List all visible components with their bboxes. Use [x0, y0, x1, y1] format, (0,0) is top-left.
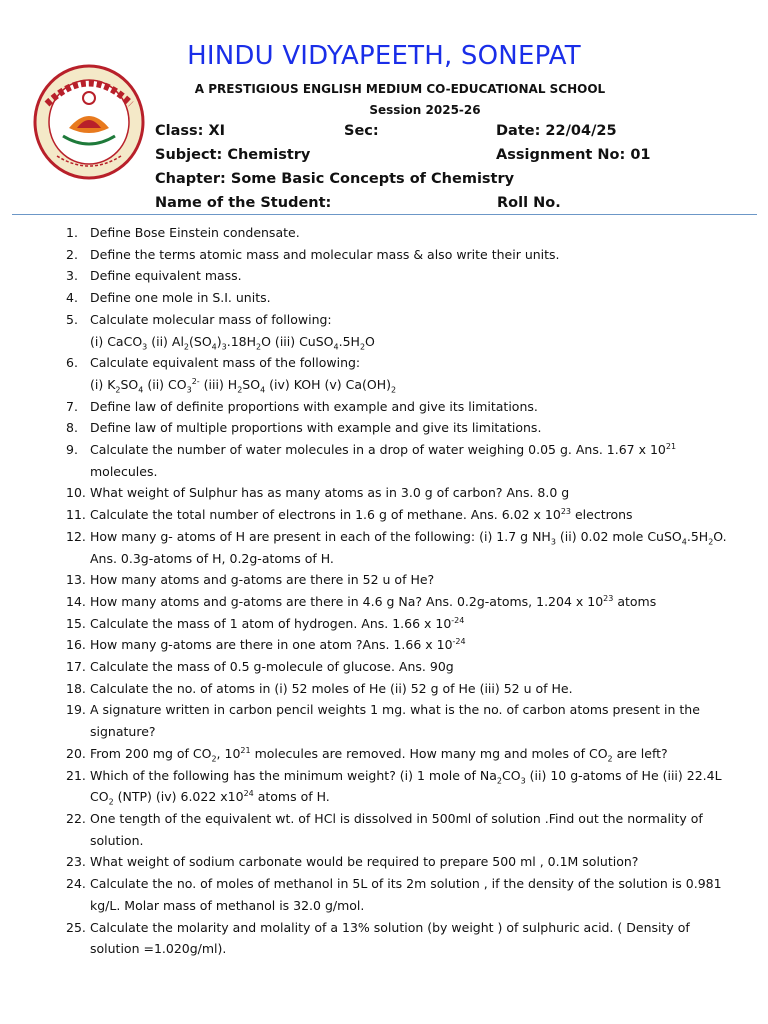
- question-number: 19.: [66, 702, 86, 718]
- question-item: [66, 569, 734, 591]
- question-item: 20. From 200 mg of $CO_2$, $10^{21}$ molecules are removed. How many mg and moles of $CO_2$ are left?: [66, 743, 734, 765]
- question-number: 4.: [66, 290, 78, 306]
- question-text: How many atoms and g-atoms are there in 4.6 g Na? Ans. 0.2g-atoms, 1.204 x 10: [90, 593, 604, 609]
- session-label: Session 2025-26: [369, 103, 481, 117]
- question-item: [66, 808, 734, 851]
- question-number: 13.: [66, 572, 86, 588]
- question-item: [66, 396, 734, 418]
- question-item: 16. How many g-atoms are there in one atom ?Ans. 1.66 x $10^{-24}$: [66, 634, 734, 656]
- question-text: Define one mole in S.I. units.: [90, 290, 271, 306]
- question-item: [66, 678, 734, 700]
- formula-line: (i) $K_2SO_4$ (ii) $CO_3^{2-}$ (iii) $H_2SO_4$ (iv) KOH (v) $Ca(OH)_2$: [90, 376, 397, 395]
- formula-line: (i) CaCO$_3$ (ii) $Al_2(SO_4)_3.18H_2O$ (iii) $CuSO_4.5H_2O$: [90, 333, 375, 352]
- assignment-number-label: Assignment No: 01: [496, 147, 651, 163]
- question-text: How many g- atoms of H are present in each of the following: (i) 1.7 g NH: [90, 528, 551, 544]
- question-text: Calculate the no. of moles of methanol in 5L of its 2m solution , if the density of the solution is 0.981 kg/L. Molar mass of methanol is 32.0 g/mol.: [90, 876, 722, 913]
- school-name: HINDU VIDYAPEETH, SONEPAT: [187, 41, 581, 71]
- question-text: Calculate the mass of 0.5 g-molecule of glucose. Ans. 90g: [90, 659, 454, 675]
- question-text: Define equivalent mass.: [90, 268, 242, 284]
- question-item: [66, 656, 734, 678]
- question-list: [66, 222, 734, 960]
- question-item: [66, 222, 734, 244]
- question-number: 12.: [66, 528, 86, 544]
- question-text: Define Bose Einstein condensate.: [90, 225, 300, 240]
- question-number: 2.: [66, 246, 78, 262]
- school-tagline: A PRESTIGIOUS ENGLISH MEDIUM CO-EDUCATIONAL SCHOOL: [194, 82, 606, 96]
- question-text: Define law of multiple proportions with example and give its limitations.: [90, 420, 542, 436]
- question-number: 1.: [66, 225, 78, 240]
- question-item: [66, 851, 734, 873]
- question-number: 6.: [66, 355, 78, 371]
- question-item: [66, 265, 734, 287]
- question-item: [66, 482, 734, 504]
- question-text: Define law of definite proportions with example and give its limitations.: [90, 398, 538, 414]
- question-item: 14. How many atoms and g-atoms are there in 4.6 g Na? Ans. 0.2g-atoms, 1.204 x $10^{23}$ atoms: [66, 591, 734, 613]
- chapter-label: Chapter: Some Basic Concepts of Chemistry: [155, 171, 515, 187]
- question-item: [66, 287, 734, 309]
- question-number: 23.: [66, 854, 86, 870]
- date-label: Date: 22/04/25: [496, 123, 617, 139]
- question-number: 9.: [66, 442, 78, 458]
- question-item: [66, 699, 734, 742]
- question-item: [66, 873, 734, 916]
- question-number: 21.: [66, 767, 86, 783]
- question-number: 3.: [66, 268, 78, 284]
- question-number: 5.: [66, 311, 78, 327]
- student-name-label: Name of the Student:: [155, 195, 332, 211]
- question-item: [66, 417, 734, 439]
- class-label: Class: XI: [155, 123, 226, 139]
- question-text: One tength of the equivalent wt. of HCl is dissolved in 500ml of solution .Find out the normality of solution.: [90, 810, 703, 848]
- question-number: 18.: [66, 680, 86, 696]
- question-text: Define the terms atomic mass and molecular mass & also write their units.: [90, 246, 560, 262]
- question-item: 9. Calculate the number of water molecules in a drop of water weighing 0.05 g. Ans. 1.67 x $10^{21}$ molecules.: [66, 439, 734, 482]
- question-number: 15.: [66, 615, 86, 631]
- question-item: 11. Calculate the total number of electrons in 1.6 g of methane. Ans. 6.02 x $10^{23}$ electrons: [66, 504, 734, 526]
- question-number: 22.: [66, 810, 86, 826]
- question-number: 11.: [66, 507, 86, 523]
- subject-label: Subject: Chemistry: [155, 147, 311, 163]
- question-number: 10.: [66, 485, 86, 501]
- question-item: 15. Calculate the mass of 1 atom of hydrogen. Ans. 1.66 x $10^{-24}$: [66, 613, 734, 635]
- question-number: 17.: [66, 659, 86, 675]
- question-text: Which of the following has the minimum weight? (i) 1 mole of Na: [90, 767, 497, 783]
- question-text: What weight of Sulphur has as many atoms as in 3.0 g of carbon? Ans. 8.0 g: [90, 485, 570, 501]
- question-number: 8.: [66, 420, 78, 436]
- question-item: [66, 917, 734, 960]
- question-text: Calculate the molarity and molality of a 13% solution (by weight ) of sulphuric acid. ( Density of solution =1.020g/ml).: [90, 919, 690, 957]
- roll-number-label: Roll No.: [497, 195, 561, 211]
- question-text: How many g-atoms are there in one atom ?Ans. 1.66 x 10: [90, 637, 453, 653]
- question-text: Calculate molecular mass of following:: [90, 311, 332, 327]
- question-number: 25.: [66, 919, 86, 935]
- question-number: 16.: [66, 637, 86, 653]
- question-number: 14.: [66, 593, 86, 609]
- question-number: 20.: [66, 745, 86, 761]
- question-number: 7.: [66, 398, 78, 414]
- question-text: Calculate the number of water molecules in a drop of water weighing 0.05 g. Ans. 1.67 x 10: [90, 442, 666, 458]
- question-item: [66, 244, 734, 266]
- section-label: Sec:: [344, 123, 379, 139]
- question-number: 24.: [66, 876, 86, 892]
- question-text: Calculate equivalent mass of the following:: [90, 355, 361, 371]
- question-text: From 200 mg of CO: [90, 745, 212, 761]
- question-item: 21. Which of the following has the minimum weight? (i) 1 mole of $Na_2CO_3$ (ii) 10 g-atoms of He (iii) 22.4L $CO_2$ (NTP) (iv) 6.022 $x10^{24}$ atoms of H.: [66, 765, 734, 808]
- question-text: Calculate the no. of atoms in (i) 52 moles of He (ii) 52 g of He (iii) 52 u of He.: [90, 680, 573, 696]
- question-text: What weight of sodium carbonate would be required to prepare 500 ml , 0.1M solution?: [90, 854, 639, 870]
- question-item: [66, 352, 734, 395]
- header-divider: [12, 214, 757, 215]
- question-text: How many atoms and g-atoms are there in 52 u of He?: [90, 572, 435, 588]
- question-text: Calculate the total number of electrons in 1.6 g of methane. Ans. 6.02 x 10: [90, 507, 561, 523]
- question-text: A signature written in carbon pencil weights 1 mg. what is the no. of carbon atoms present in the signature?: [90, 702, 700, 740]
- question-item: 12. How many g- atoms of H are present in each of the following: (i) 1.7 g $NH_3$ (ii) 0.02 mole $CuSO_4.5H_2O$. Ans. 0.3g-atoms of H, 0.2g-atoms of H.: [66, 526, 734, 569]
- question-text: Calculate the mass of 1 atom of hydrogen. Ans. 1.66 x 10: [90, 615, 452, 631]
- question-item: [66, 309, 734, 352]
